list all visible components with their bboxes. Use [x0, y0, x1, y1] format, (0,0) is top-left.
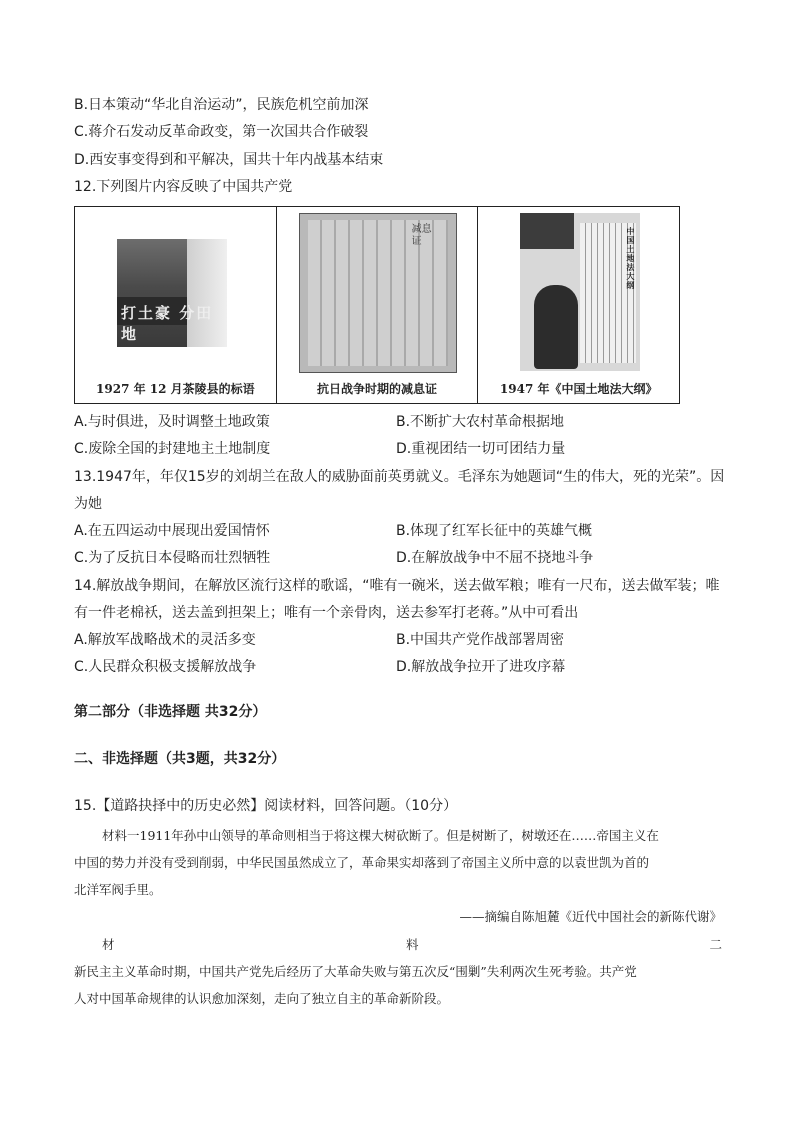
land-law-title-text: 中国土地法大纲: [626, 226, 635, 290]
land-law-photo: [520, 213, 640, 371]
figure-caption-1: 1927 年 12 月茶陵县的标语: [96, 382, 255, 396]
figure-caption-2: 抗日战争时期的减息证: [317, 382, 438, 396]
q13-option-b: B.体现了红军长征中的英雄气概: [396, 523, 593, 539]
q14-option-b: B.中国共产党作战部署周密: [396, 632, 565, 648]
figure-cell-2: [277, 207, 479, 403]
certificate-text: 减息证: [411, 224, 432, 247]
material2-line1: 新民主主义革命时期，中国共产党先后经历了大革命失败与第五次反“围剿”失利两次生死考验。共产党: [74, 964, 637, 979]
q14-option-a: A.解放军战略战术的灵活多变: [74, 632, 256, 648]
q14-stem-line2: 有一件老棉袄，送去盖到担架上；唯有一个亲骨肉，送去参军打老蒋。”从中可看出: [74, 605, 579, 621]
material1-line2: 中国的势力并没有受到削弱，中华民国虽然成立了，革命果实却落到了帝国主义所中意的以袁世凯为首的: [74, 855, 650, 870]
q11-option-c: C.蒋介石发动反革命政变，第一次国共合作破裂: [74, 124, 369, 140]
q12-option-d: D.重视团结一切可团结力量: [396, 441, 566, 457]
q12-figure-table: [74, 206, 680, 404]
part2-heading: 第二部分（非选择题 共32分）: [74, 704, 267, 720]
q13-option-d: D.在解放战争中不屈不挠地斗争: [396, 550, 594, 566]
figure-caption-3: 1947 年《中国土地法大纲》: [499, 382, 658, 396]
q14-option-d: D.解放战争拉开了进攻序幕: [396, 659, 566, 675]
figure-cell-1: [75, 207, 277, 403]
q11-option-b: B.日本策动“华北自治运动”，民族危机空前加深: [74, 97, 369, 113]
slogan-text: 打土豪 分田地: [121, 304, 214, 343]
q14-option-c: C.人民群众积极支援解放战争: [74, 659, 257, 675]
q12-option-c: C.废除全国的封建地主土地制度: [74, 441, 271, 457]
q15-stem: 15.【道路抉择中的历史必然】阅读材料，回答问题。（10分）: [74, 798, 458, 814]
material2-label-c: 二: [709, 937, 722, 952]
material2-line2: 人对中国革命规律的认识愈加深刻，走向了独立自主的革命新阶段。: [74, 991, 450, 1006]
q13-stem-line2: 为她: [74, 496, 102, 512]
q11-option-d: D.西安事变得到和平解决，国共十年内战基本结束: [74, 152, 384, 168]
material2-label: [74, 932, 722, 958]
material1-source: ——摘编自陈旭麓《近代中国社会的新陈代谢》: [459, 909, 722, 924]
q12-option-a: A.与时俱进，及时调整土地政策: [74, 414, 270, 430]
interest-reduction-certificate-photo: [299, 213, 457, 373]
q12-stem: 12.下列图片内容反映了中国共产党: [74, 179, 293, 195]
q13-stem-line1: 13.1947年，年仅15岁的刘胡兰在敌人的威胁面前英勇就义。毛泽东为她题词“生的伟大，死的光荣”。因: [74, 469, 725, 485]
section2-heading: 二、非选择题（共3题，共32分）: [74, 751, 286, 767]
material2-label-a: 材: [102, 937, 115, 952]
q12-option-b: B.不断扩大农村革命根据地: [396, 414, 565, 430]
material1-line3: 北洋军阀手里。: [74, 882, 162, 897]
q13-option-c: C.为了反抗日本侵略而壮烈牺牲: [74, 550, 271, 566]
q14-stem-line1: 14.解放战争期间，在解放区流行这样的歌谣，“唯有一碗米，送去做军粮；唯有一尺布，送去做军装；唯: [74, 578, 720, 594]
material1-line1: 材料一1911年孙中山领导的革命则相当于将这棵大树砍断了。但是树断了，树墩还在……帝国主义在: [102, 828, 659, 843]
figure-cell-3: [478, 207, 679, 403]
material2-label-b: 料: [406, 937, 419, 952]
slogan-photo: [117, 239, 227, 347]
q13-option-a: A.在五四运动中展现出爱国情怀: [74, 523, 270, 539]
